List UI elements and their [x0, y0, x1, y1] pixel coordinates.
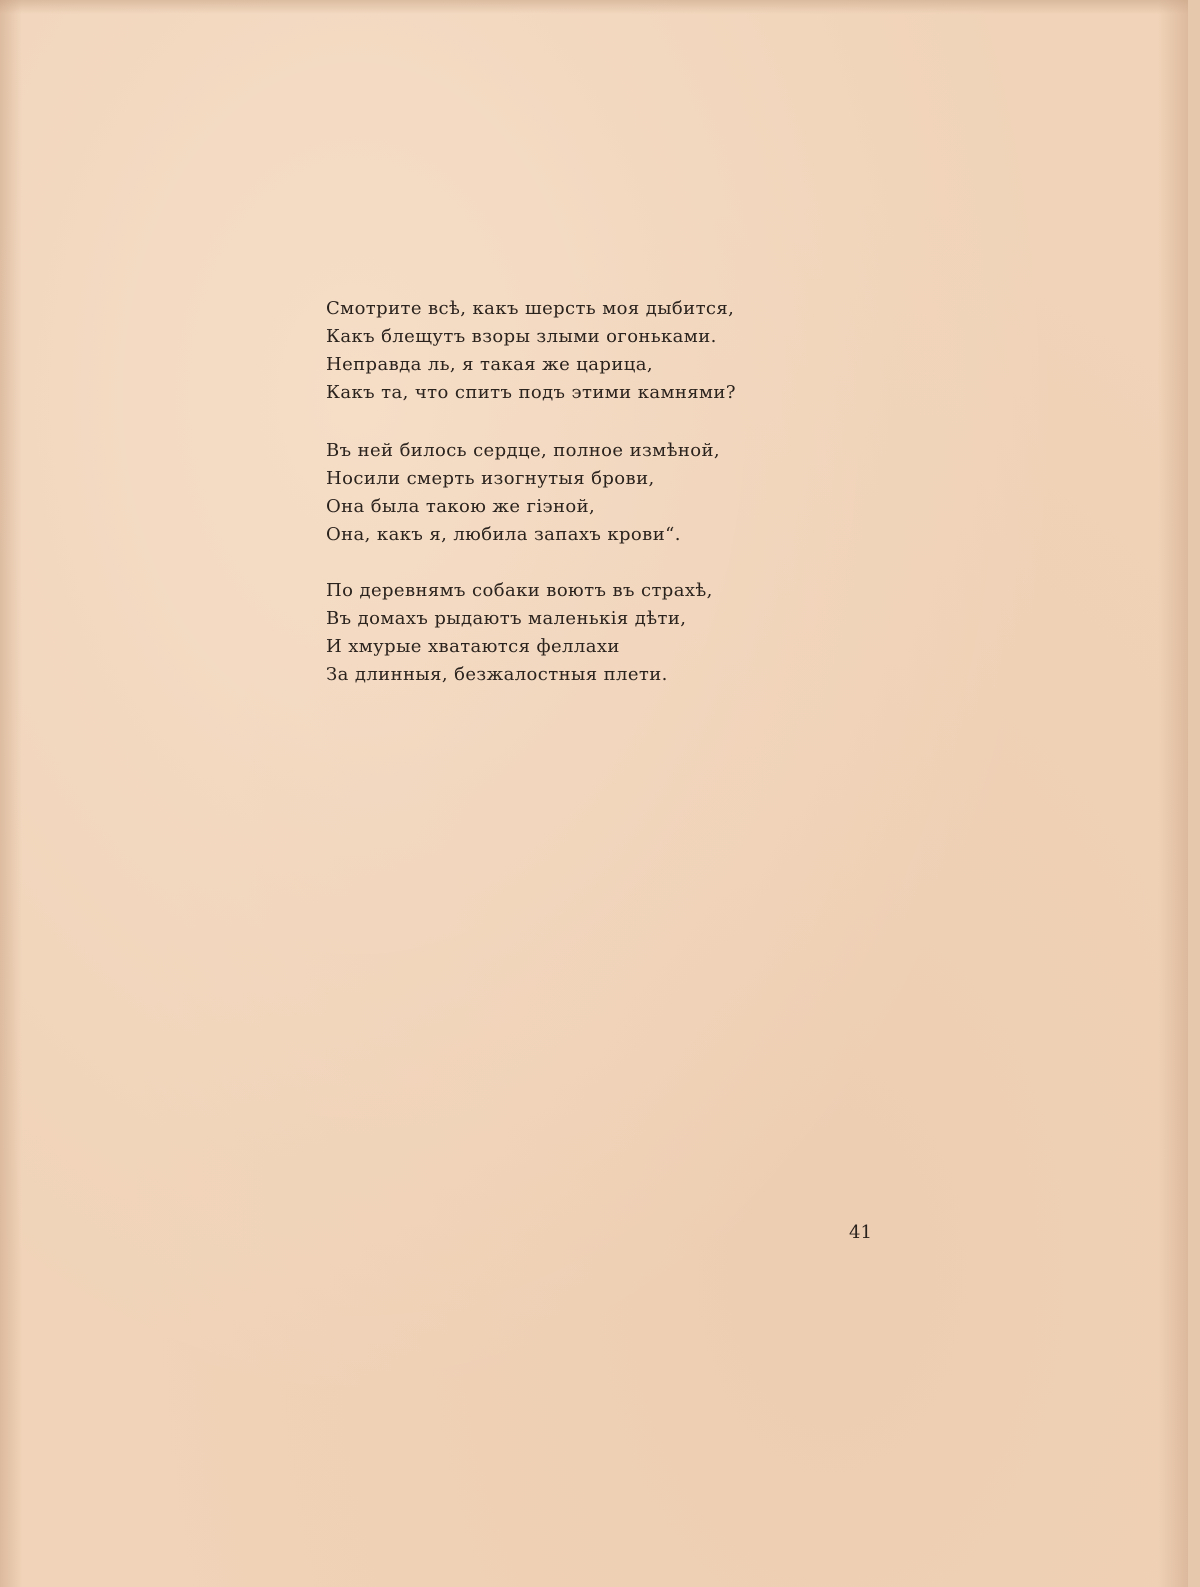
verse-line: И хмурые хватаются феллахи [326, 636, 620, 657]
verse-line: Въ домахъ рыдаютъ маленькія дѣти, [326, 608, 687, 629]
verse-line: Какъ та, что спитъ подъ этими камнями? [326, 382, 736, 403]
verse-line: Она, какъ я, любила запахъ крови“. [326, 524, 681, 545]
stanza-1 [326, 295, 846, 407]
verse-line: Она была такою же гіэной, [326, 496, 596, 517]
page-edge-right [1158, 0, 1188, 1587]
page-edge-top [0, 0, 1188, 14]
stanza-2 [326, 437, 846, 549]
verse-line: Неправда ль, я такая же царица, [326, 354, 653, 375]
verse-line: По деревнямъ собаки воютъ въ страхѣ, [326, 580, 713, 601]
verse-line: Носили смерть изогнутыя брови, [326, 468, 655, 489]
page-edge-left [0, 0, 22, 1587]
stanza-3 [326, 577, 846, 689]
verse-line: Въ ней билось сердце, полное измѣной, [326, 440, 720, 461]
verse-line: Какъ блещутъ взоры злыми огоньками. [326, 326, 717, 347]
verse-line: За длинныя, безжалостныя плети. [326, 664, 668, 685]
page-number: 41 [849, 1222, 872, 1243]
verse-line: Смотрите всѣ, какъ шерсть моя дыбится, [326, 298, 735, 319]
